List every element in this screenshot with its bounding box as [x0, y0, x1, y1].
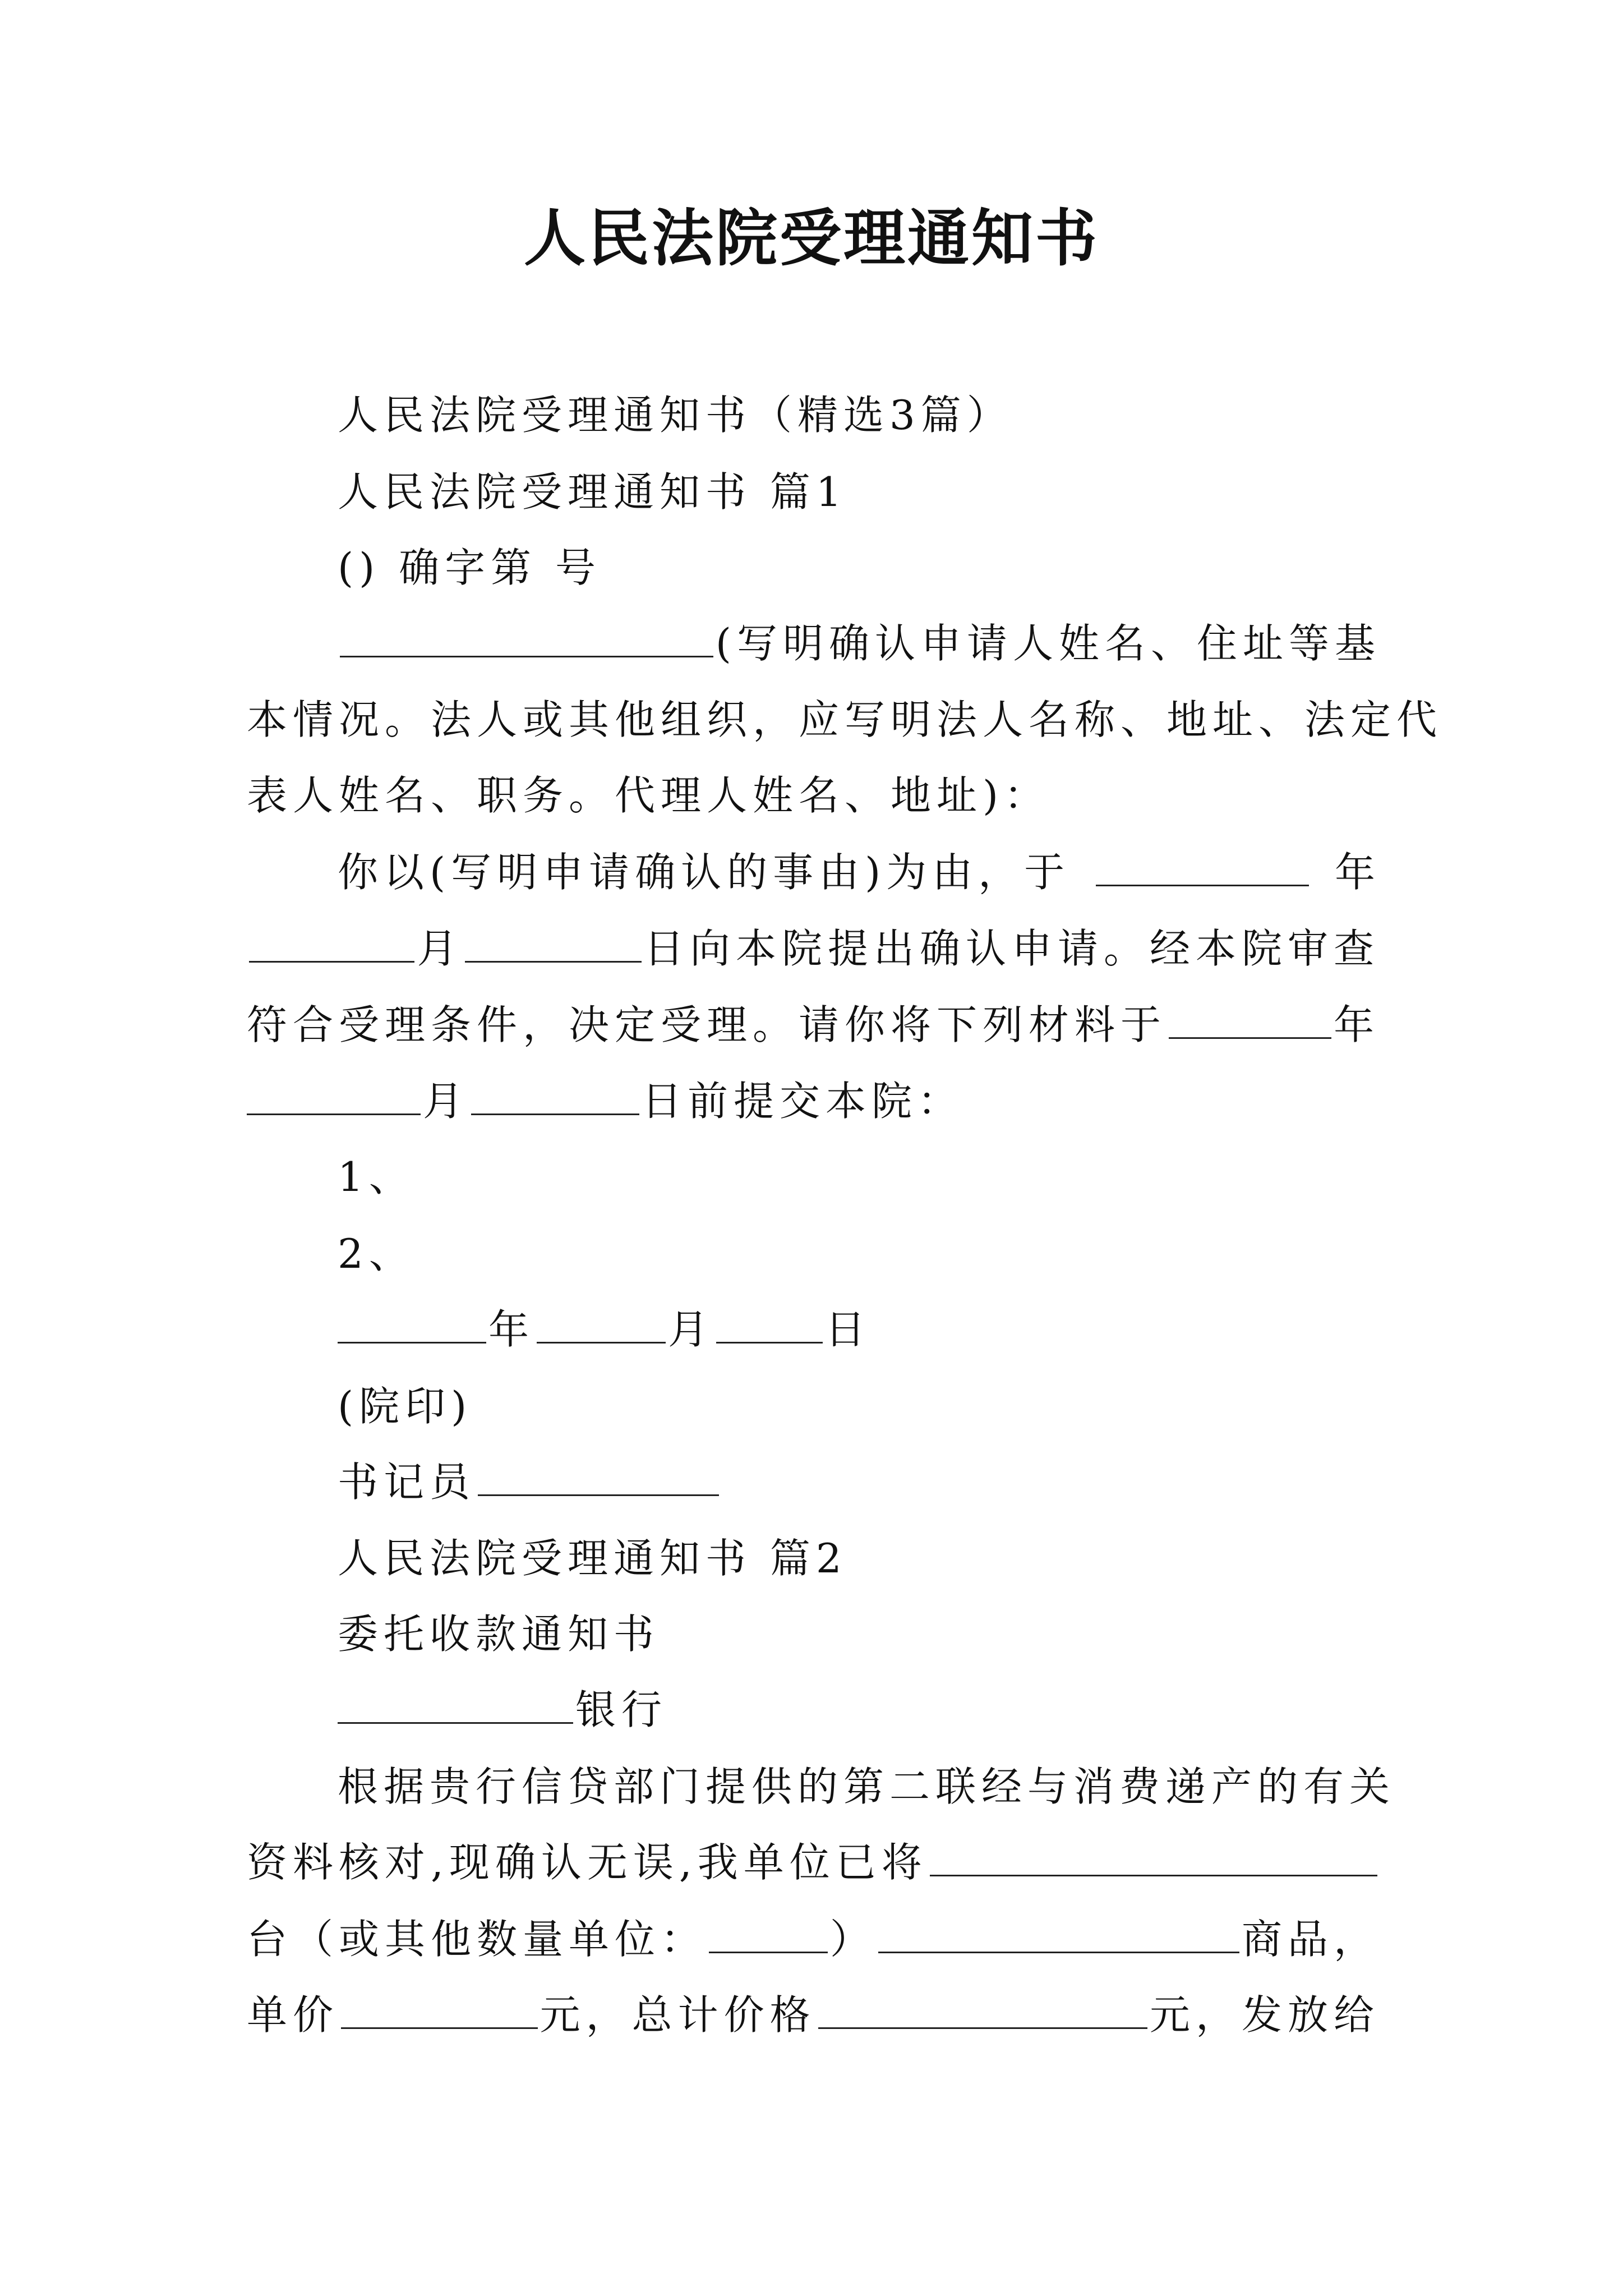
section2-text-4a: 单价 [247, 1991, 339, 2039]
date-year-blank [338, 1303, 486, 1343]
document-title: 人民法院受理通知书 [524, 202, 1099, 274]
addressee-line-1 [338, 615, 1381, 671]
date-year-label: 年 [488, 1306, 535, 1353]
month-blank-1 [249, 922, 414, 963]
addressee-blank [340, 616, 713, 657]
date-month-label: 月 [668, 1306, 714, 1353]
section2-subtitle: 委托收款通知书 [338, 1611, 660, 1658]
body-line-1 [338, 844, 1381, 900]
day-blank-1 [465, 922, 642, 963]
body-line-4 [247, 1073, 1380, 1129]
body-text-2b: 日向本院提出确认申请。经本院审查 [643, 925, 1380, 972]
body-text-3: 符合受理条件，决定受理。请你将下列材料于 [247, 1001, 1167, 1048]
addressee-note-2: 本情况。法人或其他组织，应写明法人名称、地址、法定代 [247, 696, 1443, 743]
date-line [338, 1301, 1381, 1358]
section2-text-3a: 台（或其他数量单位： [247, 1916, 707, 1963]
date-month-blank [537, 1303, 666, 1343]
section2-text-4c: 元，发放给 [1149, 1991, 1380, 2039]
section2-text-3b: ） [829, 1916, 876, 1963]
section1-heading: 人民法院受理通知书 篇1 [338, 468, 847, 516]
body-text-1a: 你以(写明申请确认的事由)为由，于 [338, 849, 1071, 896]
bank-blank [338, 1683, 573, 1724]
addressee-line-3: 表人姓名、职务。代理人姓名、地址)： [247, 772, 1050, 819]
seal-line: (院印) [338, 1383, 473, 1430]
body-text-3b: 年 [1333, 1001, 1380, 1048]
quantity-blank [930, 1835, 1377, 1876]
clerk-blank [478, 1455, 719, 1496]
month-blank-2 [247, 1074, 421, 1115]
body-text-1b: 年 [1334, 849, 1381, 896]
goods-blank [878, 1912, 1239, 1953]
body-text-4b: 日前提交本院： [642, 1078, 964, 1125]
intro-line: 人民法院受理通知书（精选3篇） [338, 392, 1013, 439]
unit-price-blank [341, 1988, 538, 2029]
section2-text-2: 资料核对,现确认无误,我单位已将 [247, 1839, 928, 1886]
clerk-line [338, 1454, 1381, 1510]
addressee-line-2 [247, 692, 1443, 748]
day-blank-2 [471, 1074, 639, 1115]
clerk-label: 书记员 [338, 1458, 476, 1506]
bank-line [338, 1682, 1381, 1738]
date-day-label: 日 [825, 1306, 872, 1353]
unit-blank [709, 1912, 828, 1953]
addressee-note-1: (写明确认申请人姓名、住址等基 [715, 620, 1381, 667]
year-blank-1 [1096, 845, 1309, 886]
section2-body-line-2 [247, 1834, 1380, 1890]
section2-text-4b: 元，总计价格 [540, 1991, 816, 2039]
date-day-blank [716, 1303, 823, 1343]
body-text-4a: 月 [423, 1078, 469, 1125]
section2-body-line-4 [247, 1987, 1380, 2043]
section2-text-3c: 商品， [1241, 1916, 1380, 1963]
total-price-blank [818, 1988, 1147, 2029]
bank-label: 银行 [575, 1686, 668, 1733]
section2-heading: 人民法院受理通知书 篇2 [338, 1535, 847, 1582]
body-text-2a: 月 [417, 925, 463, 972]
list-item-2: 2、 [338, 1230, 415, 1277]
body-line-2 [247, 921, 1380, 977]
year-blank-2 [1169, 998, 1331, 1039]
list-item-1: 1、 [338, 1153, 415, 1200]
body-line-3 [247, 997, 1380, 1053]
section2-body-line-3 [247, 1911, 1380, 1967]
section2-body-line-1 [338, 1759, 1396, 1815]
case-number-line: () 确字第 号 [338, 544, 601, 591]
section2-text-1: 根据贵行信贷部门提供的第二联经与消费递产的有关 [338, 1763, 1396, 1810]
